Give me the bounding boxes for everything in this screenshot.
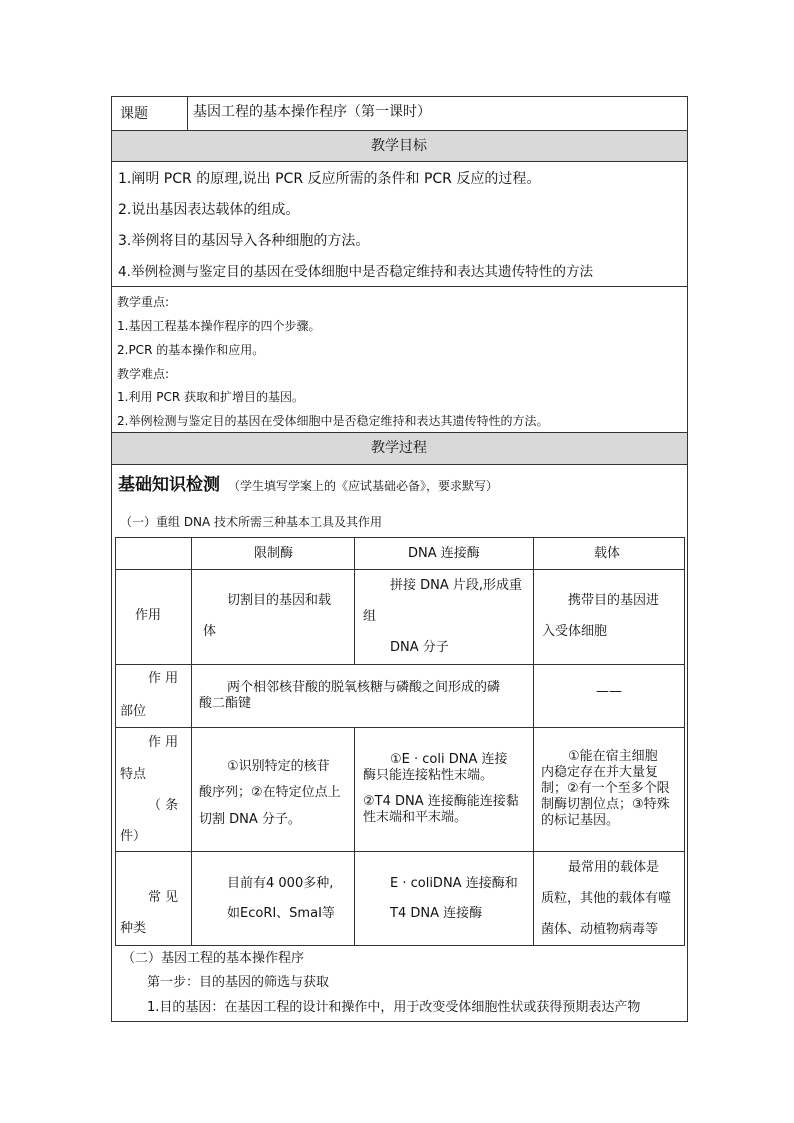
table-cell: —— <box>596 684 622 699</box>
objective-item: 4.举例检测与鉴定目的基因在受体细胞中是否稳定维持和表达其遗传特性的方法 <box>118 264 594 280</box>
divider <box>684 537 685 946</box>
table-cell: DNA 分子 <box>390 640 449 655</box>
objective-item: 3.举例将目的基因导入各种细胞的方法。 <box>118 233 370 249</box>
table-cell: 拼接 DNA 片段,形成重 <box>390 578 523 593</box>
table-cell: 质粒，其他的载体有噬 <box>541 891 672 906</box>
row-label-function: 作用 <box>135 608 162 623</box>
divider <box>533 537 534 946</box>
row-label-feature: （ 条 <box>148 798 179 813</box>
table-cell: 性末端和平末端。 <box>363 810 468 825</box>
divider <box>111 161 688 162</box>
table-cell: 切割 DNA 分子。 <box>199 812 301 827</box>
table-cell: E · coliDNA 连接酶和 <box>390 876 518 891</box>
table-cell: 切割目的基因和载 <box>227 593 332 608</box>
divider <box>115 537 116 946</box>
divider <box>111 464 688 465</box>
lesson-title: 基因工程的基本操作程序（第一课时） <box>193 104 431 120</box>
row-label-feature: 特点 <box>120 767 147 782</box>
divider <box>111 130 688 131</box>
difficult-point-item: 2.举例检测与鉴定目的基因在受体细胞中是否稳定维持和表达其遗传特性的方法。 <box>117 414 549 428</box>
table-cell: 菌体、动植物病毒等 <box>541 922 659 937</box>
table-cell: ②T4 DNA 连接酶能连接黏 <box>363 794 519 809</box>
divider <box>115 569 684 570</box>
row-label-types: 种类 <box>120 921 147 936</box>
table-cell: 酸二酯键 <box>199 696 252 711</box>
key-points-label: 教学重点: <box>117 295 170 309</box>
objective-item: 1.阐明 PCR 的原理,说出 PCR 反应所需的条件和 PCR 反应的过程。 <box>118 171 541 187</box>
section-title: 基础知识检测 <box>118 475 220 495</box>
column-header-vector: 载体 <box>594 546 621 561</box>
divider <box>187 96 188 130</box>
table-cell: 两个相邻核苷酸的脱氧核糖与磷酸之间形成的磷 <box>227 680 501 695</box>
column-header-restriction-enzyme: 限制酶 <box>254 546 294 561</box>
column-header-dna-ligase: DNA 连接酶 <box>408 546 480 561</box>
table-cell: 组 <box>363 609 377 624</box>
difficult-points-label: 教学难点: <box>117 367 170 381</box>
key-point-item: 1.基因工程基本操作程序的四个步骤。 <box>117 319 321 333</box>
divider <box>111 432 688 433</box>
table-cell: T4 DNA 连接酶 <box>390 906 483 921</box>
section-note: （学生填写学案上的《应试基础必备》，要求默写） <box>228 479 499 493</box>
table-cell: 制；②有一个至多个限 <box>541 781 670 796</box>
process-heading: 教学过程 <box>371 440 427 456</box>
table-cell: 制酶切割位点；③特殊 <box>541 797 670 812</box>
divider <box>354 537 355 665</box>
table-cell: ①识别特定的核苷 <box>227 759 330 774</box>
table-cell: 如EcoRⅠ、SmaⅠ等 <box>227 906 335 921</box>
objective-item: 2.说出基因表达载体的组成。 <box>118 202 300 218</box>
divider <box>354 727 355 946</box>
table-cell: 入受体细胞 <box>542 624 608 639</box>
key-point-item: 2.PCR 的基本操作和应用。 <box>117 343 265 357</box>
divider <box>115 537 684 538</box>
divider <box>115 851 684 852</box>
definition-text: 1.目的基因：在基因工程的设计和操作中，用于改变受体细胞性状或获得预期表达产物 <box>147 1000 641 1015</box>
divider <box>115 727 684 728</box>
row-label-feature: 作 用 <box>148 735 179 750</box>
objectives-heading: 教学目标 <box>371 138 427 154</box>
table-cell: 酸序列；②在特定位点上 <box>199 785 341 800</box>
subsection-title: （二）基因工程的基本操作程序 <box>122 951 305 966</box>
lesson-label: 课题 <box>120 106 148 122</box>
difficult-point-item: 1.利用 PCR 获取和扩增目的基因。 <box>117 390 305 404</box>
row-label-feature: 件） <box>120 829 147 844</box>
subsection-title: （一）重组 DNA 技术所需三种基本工具及其作用 <box>120 515 383 529</box>
divider <box>115 664 684 665</box>
table-cell: 酶只能连接粘性末端。 <box>363 768 494 783</box>
table-cell: ①E · coli DNA 连接 <box>390 752 508 767</box>
table-cell: 的标记基因。 <box>541 813 620 828</box>
table-cell: 最常用的载体是 <box>568 860 660 875</box>
table-cell: ①能在宿主细胞 <box>568 749 658 764</box>
table-cell: 体 <box>203 624 217 639</box>
divider <box>115 945 684 946</box>
row-label-site: 部位 <box>120 704 147 719</box>
divider <box>111 286 688 287</box>
table-cell: 携带目的基因进 <box>568 593 660 608</box>
step-title: 第一步：目的基因的筛选与获取 <box>147 975 330 990</box>
divider <box>191 537 192 946</box>
table-cell: 内稳定存在并大量复 <box>541 765 659 780</box>
row-label-types: 常 见 <box>148 890 179 905</box>
table-cell: 目前有4 000多种, <box>227 876 334 891</box>
row-label-site: 作 用 <box>148 671 179 686</box>
